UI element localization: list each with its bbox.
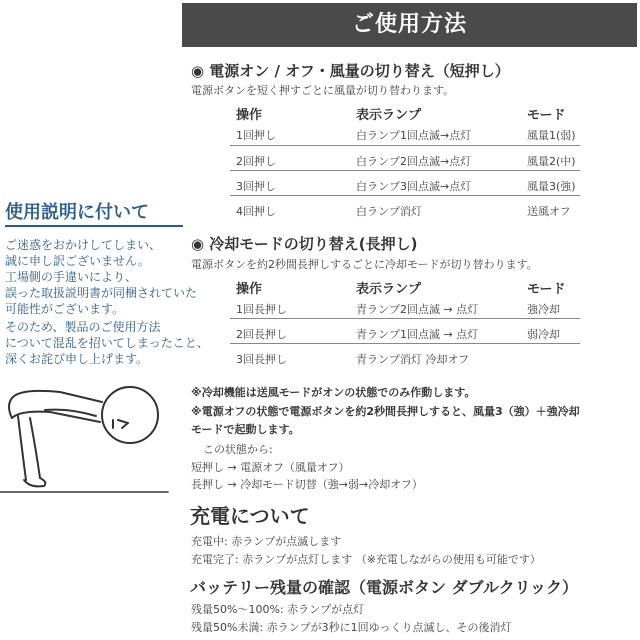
row-divider (230, 145, 580, 146)
table-cell: 2回押し (236, 155, 276, 168)
apology-line: について混乱を招いてしまったこと、 (5, 336, 209, 350)
table-cell: 白ランプ2回点滅→点灯 (356, 155, 472, 168)
table-cell: 3回押し (236, 180, 276, 193)
apology-line: そのため、製品のご使用方法 (5, 320, 161, 334)
note-cooling-condition: ※冷却機能は送風モードがオンの状態でのみ作動します。 (191, 386, 476, 399)
col-header-lamp: 表示ランプ (356, 282, 422, 297)
note-power-off-start-cont: モードで起動します。 (191, 423, 300, 436)
table-cell: 4回押し (236, 205, 276, 218)
note-power-off-start: ※電源オフの状態で電源ボタンを約2秒間長押しすると、風量3（強）＋強冷却 (191, 405, 580, 418)
table-cell: 青ランプ2回点滅 → 点灯 (356, 303, 479, 316)
table-cell: 1回長押し (236, 303, 287, 316)
apology-line: 深くお詫び申し上げます。 (5, 352, 149, 366)
section-power-desc: 電源ボタンを短く押すごとに風量が切り替わります。 (191, 84, 455, 97)
note-state: この状態から: (203, 443, 273, 456)
col-header-lamp: 表示ランプ (356, 108, 422, 123)
note-long-press: 長押し → 冷却モード切替（強→弱→冷却オフ） (191, 478, 423, 491)
col-header-operation: 操作 (236, 108, 263, 123)
title-underline (5, 225, 183, 227)
battery-line: 残量50%〜100%: 赤ランプが点灯 (191, 603, 365, 616)
table-cell: 白ランプ1回点滅→点灯 (356, 129, 472, 142)
table-cell: 白ランプ3回点滅→点灯 (356, 180, 472, 193)
apology-title: 使用説明に付いて (5, 202, 149, 223)
table-cell: 白ランプ消灯 (356, 205, 422, 218)
table-cell: 3回長押し (236, 353, 287, 366)
apology-line: 誠に申し訳ございません。 (5, 254, 150, 268)
table-cell: 2回長押し (236, 328, 287, 341)
apology-line: 可能性がございます。 (5, 302, 125, 316)
table-cell: 風量1(弱) (527, 129, 576, 142)
battery-title: バッテリー残量の確認（電源ボタン ダブルクリック） (190, 578, 578, 597)
table-cell: 青ランプ1回点滅 → 点灯 (356, 328, 479, 341)
battery-line: 残量50%未満: 赤ランプが3秒に1回ゆっくり点滅し、その後消灯 (191, 621, 512, 634)
apology-line: 工場側の手違いにより、 (5, 270, 138, 284)
note-short-press: 短押し → 電源オフ（風量オフ） (191, 461, 350, 474)
table-cell: 青ランプ消灯 冷却オフ (356, 353, 470, 366)
apology-line: ご迷惑をおかけしてしまい、 (5, 238, 162, 252)
charging-line: 充電中: 赤ランプが点滅します (191, 535, 342, 548)
section-cooling-desc: 電源ボタンを約2秒間長押しするごとに冷却モードが切り替わります。 (191, 258, 538, 271)
row-divider (230, 318, 580, 319)
table-cell: 風量2(中) (527, 155, 576, 168)
section-power-title: ◉ 電源オン / オフ・風量の切り替え（短押し） (191, 62, 510, 80)
table-cell: 送風オフ (527, 205, 571, 218)
apology-line: 誤った取扱説明書が同梱されていた (5, 286, 198, 300)
charging-line: 充電完了: 赤ランプが点灯します （※充電しながらの使用も可能です） (191, 553, 541, 566)
col-header-mode: モード (527, 108, 566, 123)
bowing-person-illustration (0, 370, 185, 500)
col-header-mode: モード (527, 282, 566, 297)
row-divider (230, 170, 580, 171)
table-cell: 1回押し (236, 129, 276, 142)
row-divider (230, 195, 580, 196)
section-cooling-title: ◉ 冷却モードの切り替え(長押し) (191, 235, 418, 253)
table-cell: 弱冷却 (527, 328, 560, 341)
row-divider (230, 343, 580, 344)
charging-title: 充電について (190, 504, 310, 528)
col-header-operation: 操作 (236, 282, 263, 297)
table-cell: 強冷却 (527, 303, 560, 316)
table-cell: 風量3(強) (527, 180, 576, 193)
page-title: ご使用方法 (351, 12, 467, 37)
